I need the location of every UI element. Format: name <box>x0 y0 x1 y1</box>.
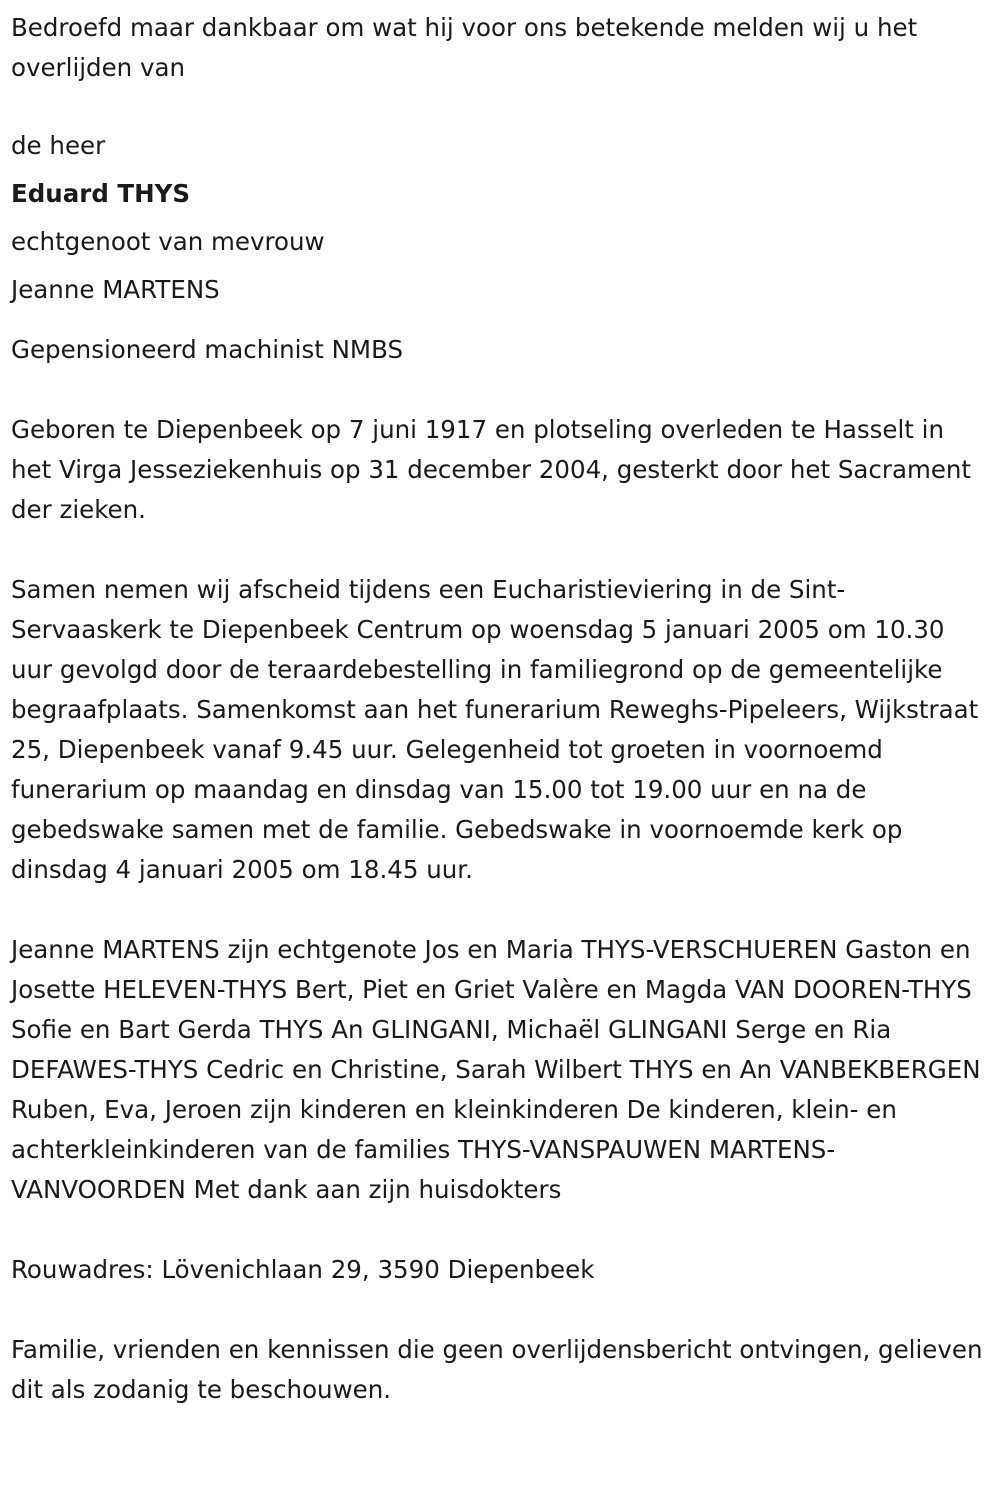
mourning-address: Rouwadres: Lövenichlaan 29, 3590 Diepenbeek <box>11 1255 595 1284</box>
family-list: Jeanne MARTENS zijn echtgenote Jos en Maria THYS-VERSCHUEREN Gaston en Josette HELEVEN-THYS Bert, Piet en Griet Valère en Magda VAN DOOREN-THYS Sofie en Bart Gerda THYS An GLINGANI, Michaël GLINGANI Serge en Ria DEFAWES-THYS Cedric en Christine, Sarah Wilbert THYS en An VANBEKBERGEN Ruben, Eva, Jeroen zijn kinderen en kleinkinderen De kinderen, klein- en achterkleinkinderen van de families THYS-VANSPAUWEN MARTENS-VANVOORDEN Met dank aan zijn huisdokters <box>11 935 981 1204</box>
deceased-name: Eduard THYS <box>11 179 191 208</box>
spouse-name: Jeanne MARTENS <box>11 275 220 304</box>
birth-death-details: Geboren te Diepenbeek op 7 juni 1917 en plotseling overleden te Hasselt in het Virga Jesseziekenhuis op 31 december 2004, gesterkt door het Sacrament der zieken. <box>11 415 972 524</box>
occupation: Gepensioneerd machinist NMBS <box>11 335 403 364</box>
spouse-label: echtgenoot van mevrouw <box>11 227 325 256</box>
title-prefix: de heer <box>11 131 106 160</box>
closing-note: Familie, vrienden en kennissen die geen overlijdensbericht ontvingen, gelieven dit als zodanig te beschouwen. <box>11 1335 983 1404</box>
intro-text: Bedroefd maar dankbaar om wat hij voor ons betekende melden wij u het overlijden van <box>11 13 918 82</box>
ceremony-details: Samen nemen wij afscheid tijdens een Eucharistieviering in de Sint-Servaaskerk te Diepenbeek Centrum op woensdag 5 januari 2005 om 10.30 uur gevolgd door de teraardebestelling in familiegrond op de gemeentelijke begraafplaats. Samenkomst aan het funerarium Reweghs-Pipeleers, Wijkstraat 25, Diepenbeek vanaf 9.45 uur. Gelegenheid tot groeten in voornoemd funerarium op maandag en dinsdag van 15.00 tot 19.00 uur en na de gebedswake samen met de familie. Gebedswake in voornoemde kerk op dinsdag 4 januari 2005 om 18.45 uur. <box>11 575 979 884</box>
